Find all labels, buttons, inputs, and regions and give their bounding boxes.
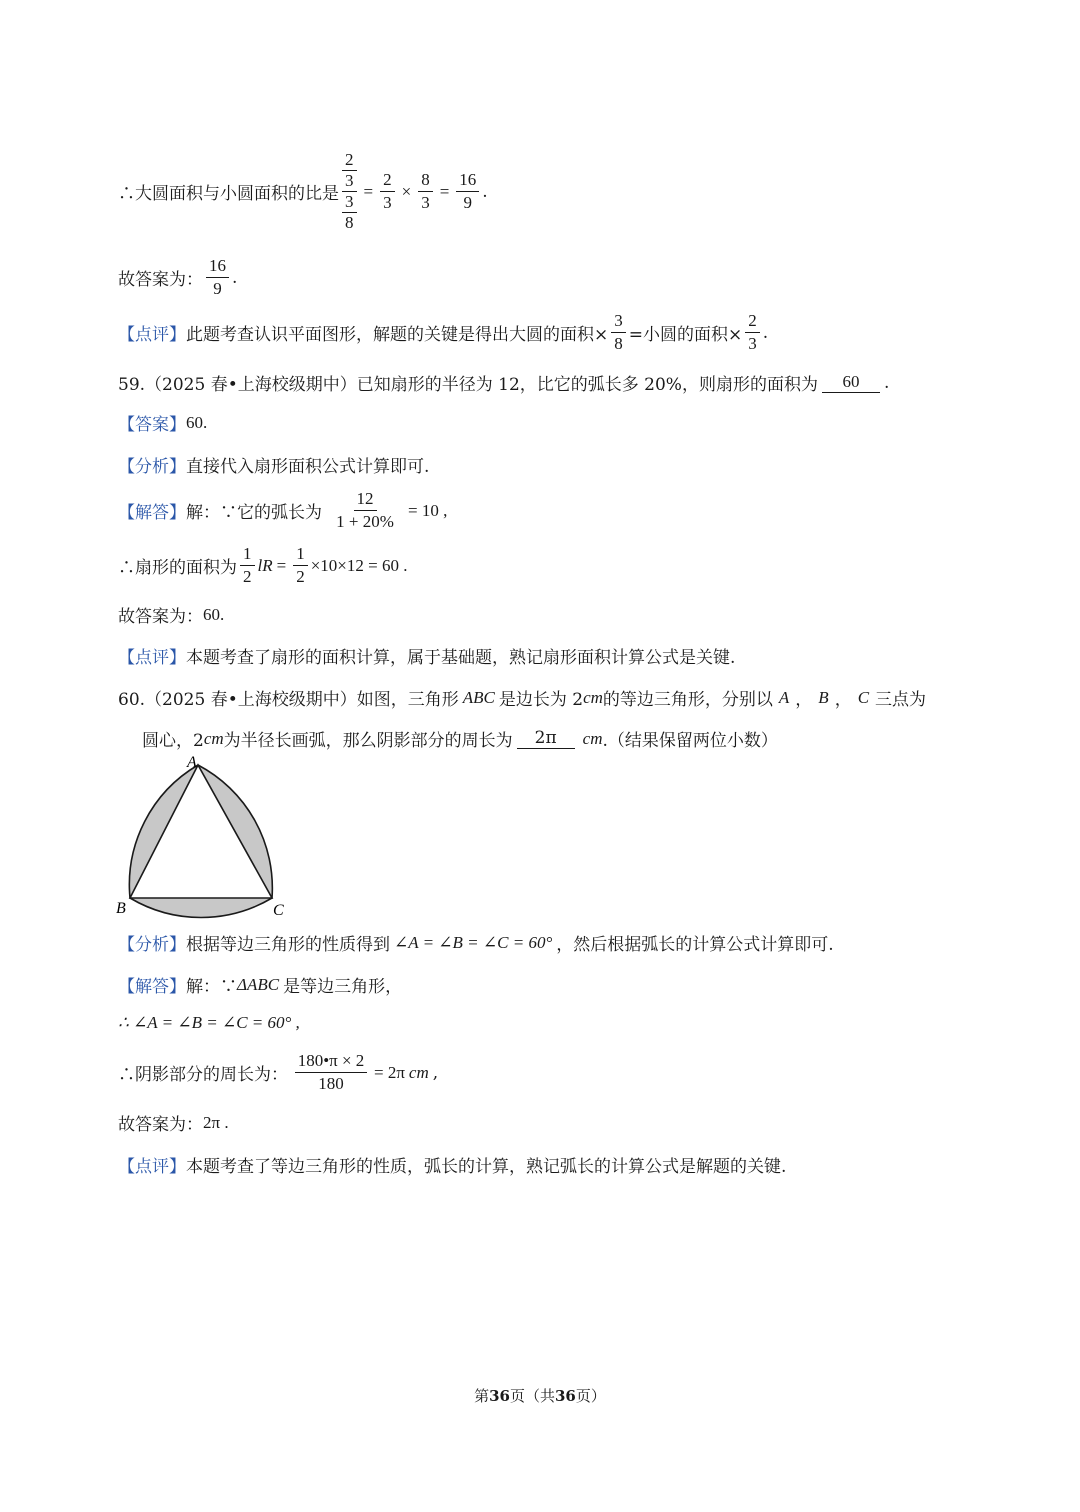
answer-fraction: $\frac{16}{9}$ (206, 255, 229, 300)
analysis-tag: 【分析】 (118, 935, 186, 955)
comment-tag: 【点评】 (118, 325, 186, 345)
answer-blank-59: 60 (822, 372, 880, 393)
fraction-2-3: $\frac{2}{3}$ (380, 169, 395, 214)
comment-60-line: 【点评】 本题考查了等边三角形的性质，弧长的计算，熟记弧长的计算公式是解题的关键. (118, 1152, 786, 1177)
solution-tag: 【解答】 (118, 977, 186, 997)
reuleaux-triangle-figure (110, 755, 300, 925)
area-59-line: ∴扇形的面积为 $\frac{1}{2}$ lR = $\frac{1}{2}$ ×10×12 = 60 . (118, 544, 408, 586)
arc-length-fraction: $\frac{12}{1 + 20\%}$ (336, 489, 394, 531)
angles-60-line: ∴ ∠A = ∠B = ∠C = 60° , (118, 1013, 300, 1032)
page-total: 36 (555, 1387, 576, 1405)
comment-59-line: 【点评】 本题考查了扇形的面积计算，属于基础题，熟记扇形面积计算公式是关键. (118, 643, 735, 668)
solution-59-line: 【解答】 解：∵它的弧长为 $\frac{12}{1 + 20\%}$ = 10 , (118, 489, 448, 531)
complex-fraction (342, 150, 357, 233)
comment-tag: 【点评】 (118, 648, 186, 668)
comment-tag: 【点评】 (118, 1157, 186, 1177)
analysis-60-line: 【分析】 根据等边三角形的性质得到 ∠A = ∠B = ∠C = 60° ，然后根据弧长的计算公式计算即可. (118, 930, 834, 955)
ratio-prefix: ∴大圆面积与小圆面积的比是 (118, 184, 339, 204)
comment-fraction-2-3: $\frac{2}{3}$ (745, 310, 760, 355)
solution-60-line: 【解答】 解：∵ ΔABC 是等边三角形， (118, 972, 402, 997)
half-fraction: $\frac{1}{2}$ (240, 543, 255, 588)
analysis-tag: 【分析】 (118, 457, 186, 477)
complex-denominator: $\frac{3}{8}$ (342, 192, 357, 233)
comment-58-line: 【点评】 此题考查认识平面图形，解题的关键是得出大圆的面积× $\frac{3}{8}$ =小圆的面积× $\frac{2}{3}$ . (118, 311, 769, 353)
comment-fraction-3-8: $\frac{3}{8}$ (611, 310, 626, 355)
answer-tag: 【答案】 (118, 415, 186, 435)
answer-59-line: 【答案】 60. (118, 410, 207, 435)
page-footer: 第36页（共36页） (474, 1387, 606, 1405)
label-b: B (116, 900, 126, 917)
label-c: C (273, 902, 284, 919)
fraction-8-3: $\frac{8}{3}$ (418, 169, 433, 214)
question-59: 59.（2025 春•上海校级期中）已知扇形的半径为 12，比它的弧长多 20%，则扇形的面积为 60 . (118, 372, 890, 395)
page-number: 36 (489, 1387, 510, 1405)
final-59-line: 故答案为： 60. (118, 604, 225, 627)
analysis-59-line: 【分析】 直接代入扇形面积公式计算即可. (118, 452, 429, 477)
perimeter-60-line: ∴阴影部分的周长为： $\frac{180•\pi \times 2}{180}$ = 2π cm , (118, 1051, 439, 1093)
question-60-line2: 圆心，2 cm 为半径长画弧，那么阴影部分的周长为 2π cm .（结果保留两位小数） (142, 728, 778, 751)
ratio-line: ∴大圆面积与小圆面积的比是 $\frac{\frac{2}{3}}{\frac{3}{8}}$ = $\frac{2}{3}$ × $\frac{8}{3}$ = $\frac{16}{9}$ . (118, 150, 488, 232)
complex-numerator: $\frac{2}{3}$ (342, 150, 357, 191)
answer-blank-60: 2π (517, 728, 575, 749)
question-60-line1: 60.（2025 春•上海校级期中）如图，三角形 ABC 是边长为 2 cm 的等边三角形，分别以 A ， B ， C 三点为 (118, 687, 927, 710)
perimeter-fraction: $\frac{180•\pi \times 2}{180}$ (291, 1050, 371, 1095)
answer-58-line: 故答案为： $\frac{16}{9}$ . (118, 256, 238, 298)
half-fraction-2: $\frac{1}{2}$ (293, 543, 308, 588)
solution-tag: 【解答】 (118, 503, 186, 523)
final-60-line: 故答案为： 2π . (118, 1112, 229, 1135)
fraction-16-9: $\frac{16}{9}$ (456, 169, 479, 214)
label-a: A (187, 755, 197, 771)
